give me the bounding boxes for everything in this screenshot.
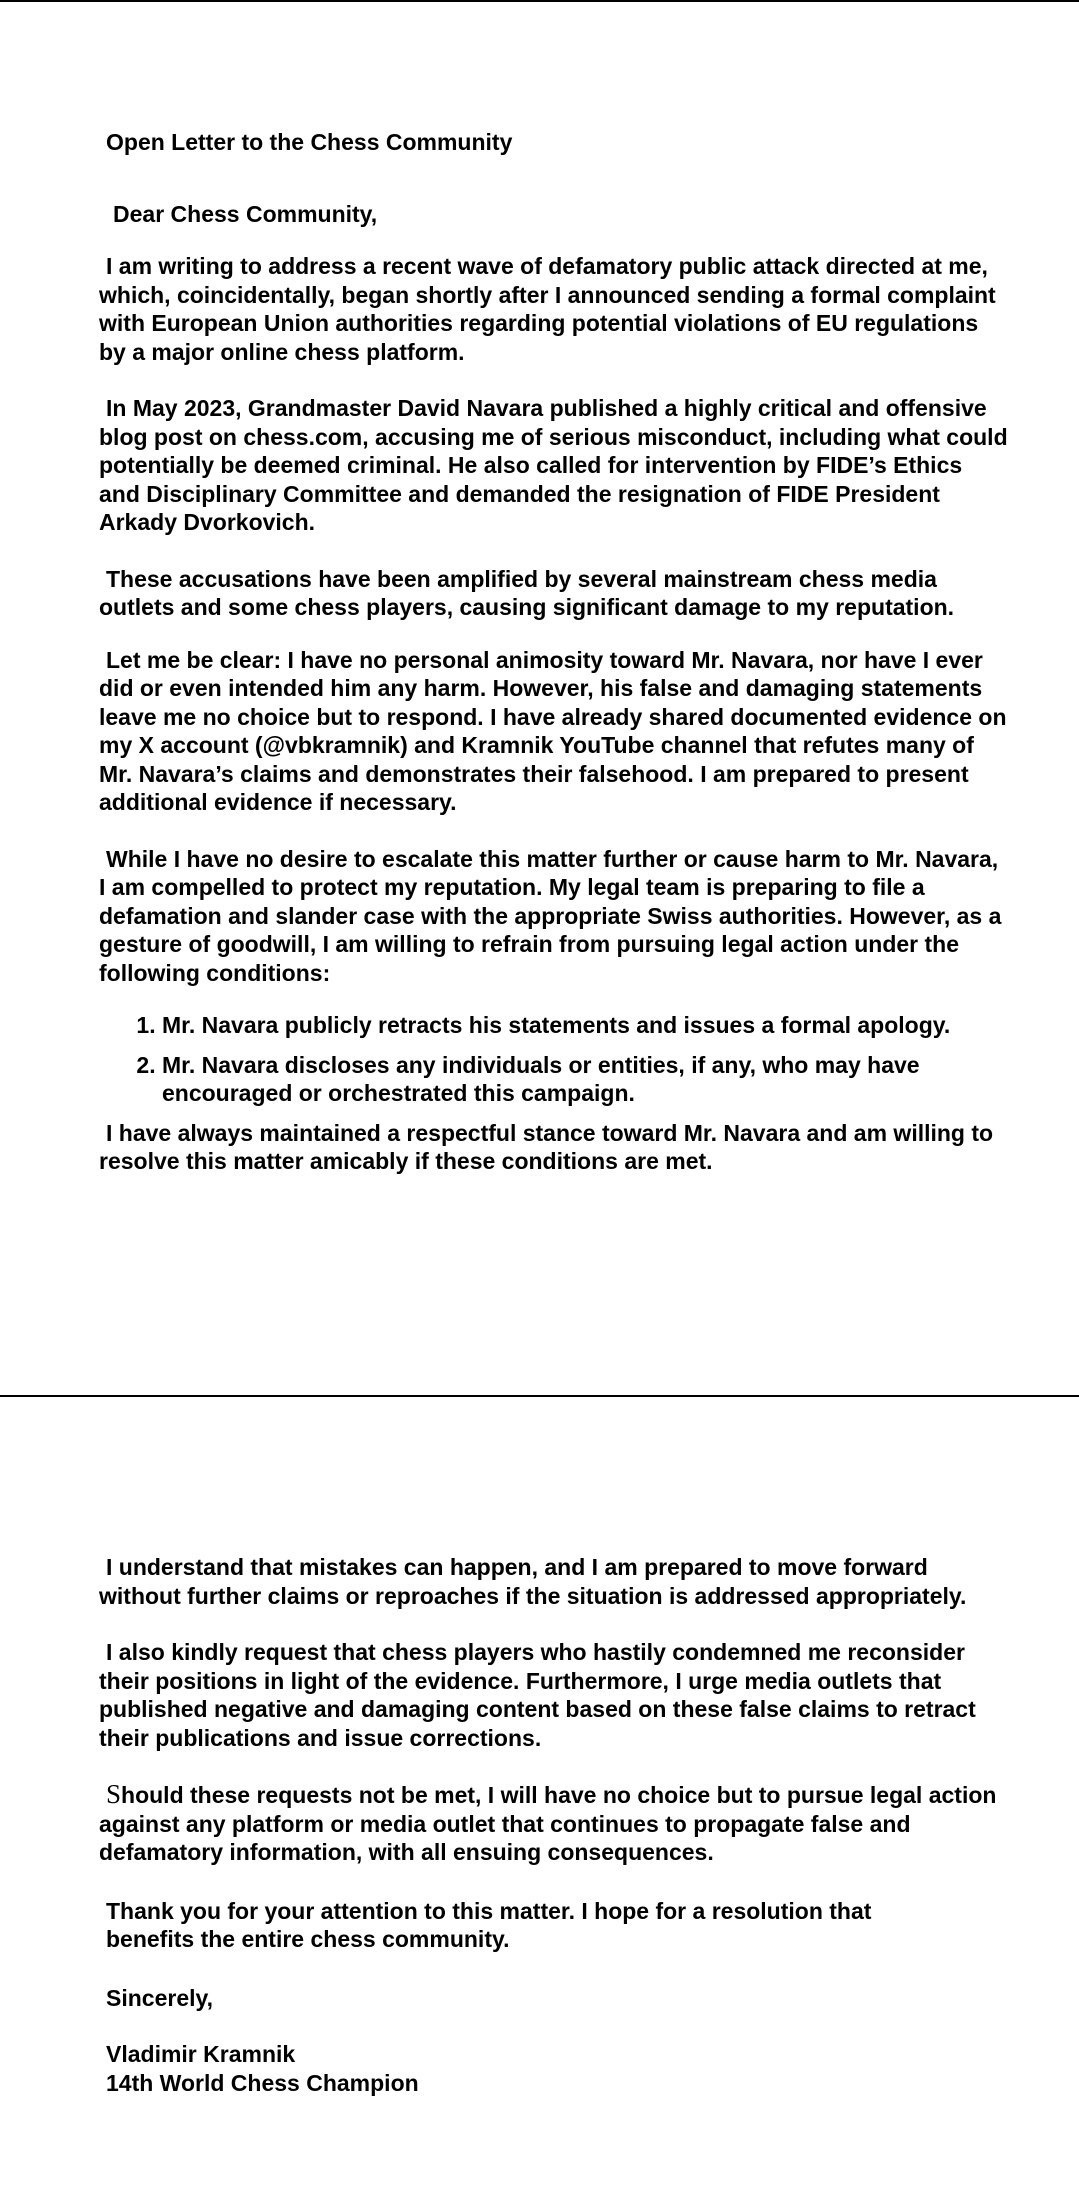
- paragraph-amplified: These accusations have been amplified by several mainstream chess media outlets and some chess players, causing significant damage to my reputation.: [99, 565, 955, 620]
- thanks-line: benefits the entire chess community.: [106, 1926, 510, 1952]
- paragraph-should-rest: hould these requests not be met, I will have no choice but to pursue legal action against any platform or media outlet that continues to propagate false and defamatory information, with all ensuing consequences.: [99, 1782, 997, 1865]
- top-divider: [0, 0, 1079, 2]
- letter-page-1: [99, 128, 1009, 1176]
- letter-page-2: [99, 1553, 1009, 2097]
- paragraph-intro: I am writing to address a recent wave of defamatory public attack directed at me, which, coincidentally, began shortly after I announced sending a formal complaint with European Union authorities regarding potential violations of EU regulations by a major online chess platform.: [99, 253, 996, 365]
- condition-item: 1. Mr. Navara publicly retracts his statements and issues a formal apology.: [162, 1011, 1009, 1040]
- condition-item: 2. Mr. Navara discloses any individuals or entities, if any, who may have encouraged or orchestrated this campaign.: [162, 1051, 1009, 1108]
- thanks-line: Thank you for your attention to this matter. I hope for a resolution that: [106, 1897, 872, 1924]
- paragraph-legal-intent: While I have no desire to escalate this matter further or cause harm to Mr. Navara, I am compelled to protect my reputation. My legal team is preparing to file a defamation and slander case with the appropriate Swiss authorities. However, as a gesture of goodwill, I am willing to refrain from pursuing legal action under the following conditions:: [99, 845, 1002, 986]
- thanks-block: [106, 1897, 1009, 1954]
- paragraph-should-requests: [99, 1780, 1009, 1867]
- conditions-list: [99, 1011, 1009, 1108]
- drop-initial: S: [106, 1779, 122, 1809]
- page-break-divider: [0, 1395, 1079, 1397]
- closing: Sincerely,: [106, 1984, 213, 2011]
- paragraph-request-reconsider: I also kindly request that chess players who hastily condemned me reconsider their positions in light of the evidence. Furthermore, I urge media outlets that published negative and damaging content based on these false claims to retract their publications and issue corrections.: [99, 1639, 976, 1751]
- paragraph-respectful-stance: I have always maintained a respectful stance toward Mr. Navara and am willing to resolve this matter amicably if these conditions are met.: [99, 1119, 994, 1174]
- signature-title: 14th World Chess Champion: [106, 2069, 419, 2096]
- signature-block: [106, 2040, 1009, 2097]
- letter-title: Open Letter to the Chess Community: [106, 129, 513, 155]
- paragraph-mistakes: I understand that mistakes can happen, and I am prepared to move forward without further claims or reproaches if the situation is addressed appropriately.: [99, 1554, 967, 1609]
- paragraph-navara-blog: In May 2023, Grandmaster David Navara published a highly critical and offensive blog post on chess.com, accusing me of serious misconduct, including what could potentially be deemed criminal. He also called for intervention by FIDE’s Ethics and Disciplinary Committee and demanded the resignation of FIDE President Arkady Dvorkovich.: [99, 395, 1008, 535]
- salutation: Dear Chess Community,: [113, 201, 378, 227]
- paragraph-be-clear: Let me be clear: I have no personal animosity toward Mr. Navara, nor have I ever did or even intended him any harm. However, his false and damaging statements leave me no choice but to respond. I have already shared documented evidence on my X account (@vbkramnik) and Kramnik YouTube channel that refutes many of Mr. Navara’s claims and demonstrates their falsehood. I am prepared to present additional evidence if necessary.: [99, 646, 1007, 815]
- signature-name: Vladimir Kramnik: [106, 2041, 296, 2067]
